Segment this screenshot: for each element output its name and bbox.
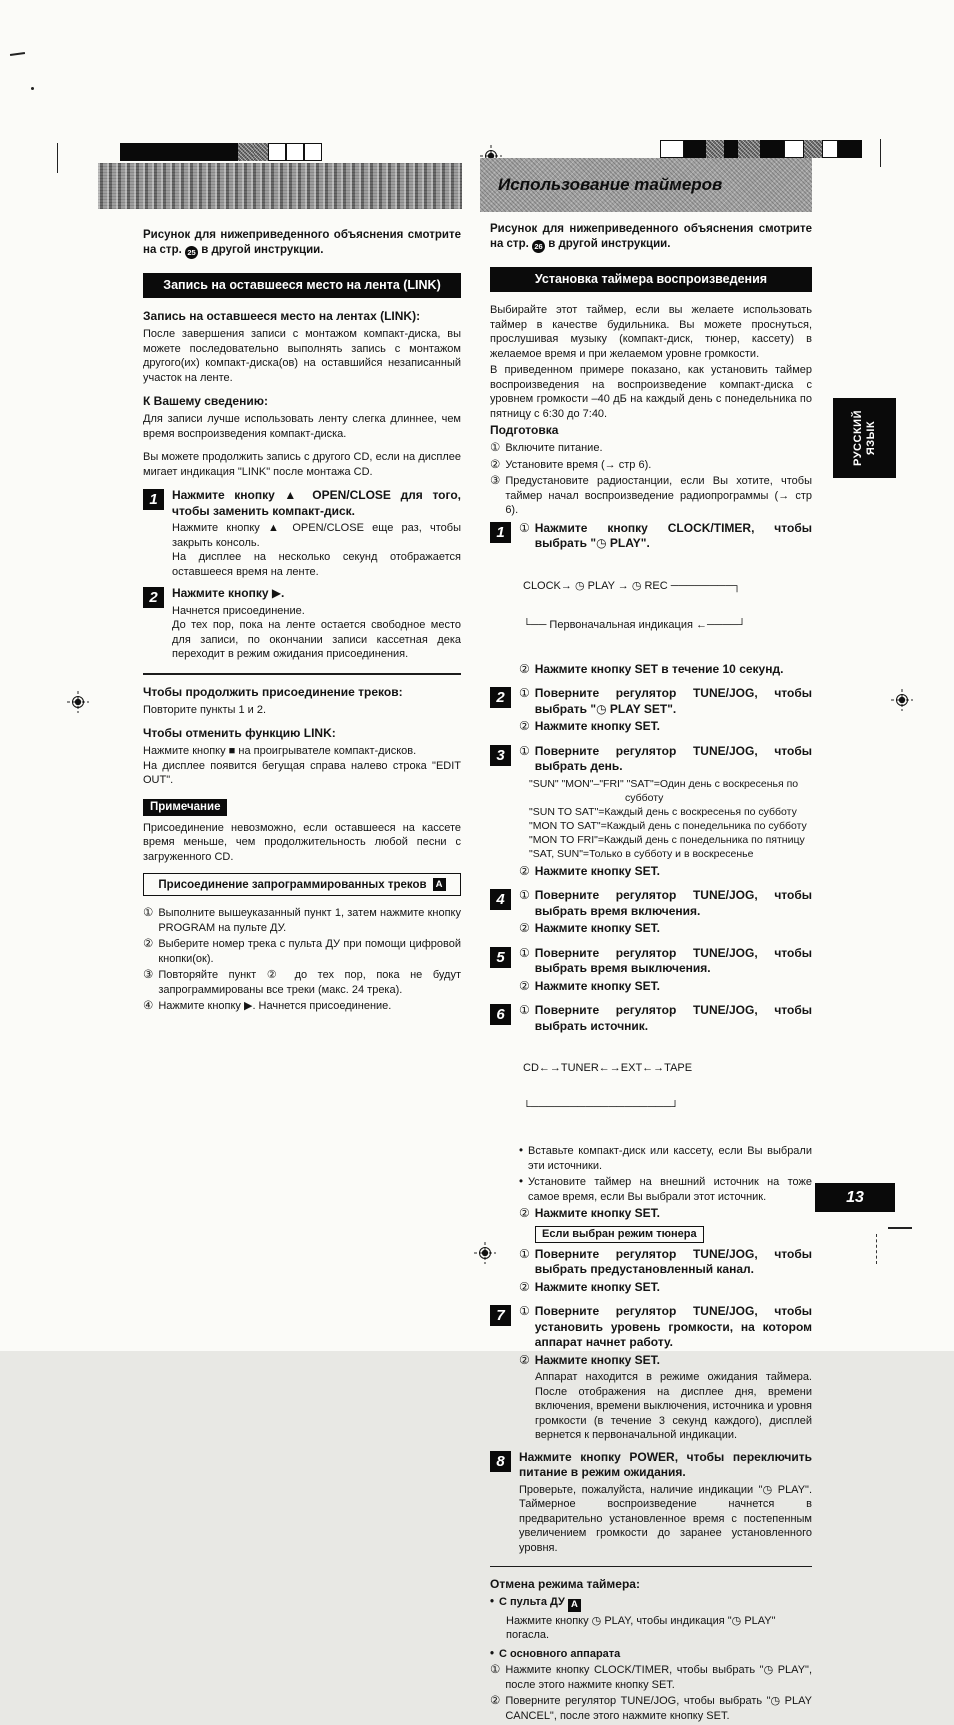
bar-segment — [238, 143, 254, 161]
bullet-marker: • — [519, 1176, 524, 1188]
item-text: Нажмите кнопку CLOCK/TIMER, чтобы выбрать "◷ PLAY", после этого нажмите кнопку SET. — [505, 1664, 812, 1691]
figure-a-badge: A — [568, 1599, 581, 1612]
prep-heading: Подготовка — [490, 423, 559, 437]
substep — [519, 888, 812, 919]
continue-heading: Чтобы продолжить присоединение треков: — [143, 684, 403, 699]
page-number: 13 — [815, 1183, 895, 1212]
label-text: С пульта ДУ — [499, 1596, 565, 1608]
day-option: "SUN TO SAT"=Каждый день с воскресенья по субботу — [529, 805, 797, 818]
substep-text: Поверните регулятор TUNE/JOG, чтобы выбрать "◷ PLAY SET". — [534, 686, 812, 716]
bar-segment — [822, 140, 838, 158]
chapter-banner — [480, 158, 812, 212]
substep-text: Нажмите кнопку SET. — [534, 719, 660, 733]
bar-segment — [304, 143, 322, 161]
diagram-line: CLOCK→ ◷ PLAY → ◷ REC ────────┐ — [523, 579, 741, 592]
substep-marker: ② — [519, 661, 530, 676]
cancel-main-label: С основного аппарата — [499, 1647, 621, 1660]
paragraph: В приведенном примере показано, как установить таймер воспроизведения на воспроизведение компакт-диска с уровнем громкости –40 дБ на каждый день с понедельника по пятницу с 6:30 до 7:40. — [490, 364, 812, 420]
scan-artifact-dashed-line — [876, 1234, 877, 1264]
step-number: 1 — [143, 489, 164, 510]
bullet-item — [519, 1175, 812, 1204]
language-line: РУССКИЙ — [851, 410, 864, 466]
left-column — [143, 228, 461, 1016]
step-title: Нажмите кнопку ▲ OPEN/CLOSE для того, чтобы заменить компакт-диск. — [172, 488, 461, 518]
bar-segment — [706, 140, 724, 158]
bullet-text: Установите таймер на внешний источник на тоже самое время, если Вы выбрали этот источник. — [528, 1176, 812, 1203]
diagram-line: └── Первоначальная индикация ←────┘ — [523, 618, 746, 631]
substep-text: Нажмите кнопку SET. — [534, 1279, 660, 1294]
step-content — [519, 1003, 812, 1297]
substep — [519, 1247, 812, 1278]
paragraph: Вы можете продолжить запись с другого CD, если на дисплее мигает индикация "LINK" после монтажа CD. — [143, 451, 461, 478]
substep-marker: ① — [519, 945, 530, 960]
substep-text: Поверните регулятор TUNE/JOG, чтобы выбрать источник. — [534, 1003, 812, 1033]
substep — [519, 1280, 812, 1296]
right-column — [490, 222, 812, 1725]
tuner-mode-box: Если выбран режим тюнера — [535, 1226, 704, 1243]
prep-step — [490, 458, 812, 473]
cancel-main-step — [490, 1663, 812, 1692]
cancel-remote-text: Нажмите кнопку ◷ PLAY, чтобы индикация "◷ PLAY" погасла. — [506, 1614, 776, 1642]
substep-marker: ② — [519, 978, 530, 993]
registration-mark-icon — [891, 689, 913, 711]
bullet-item — [519, 1144, 812, 1173]
item-text: Повторяйте пункт ② до тех пор, пока не будут запрограммированы все треки (макс. 24 трека). — [158, 969, 461, 996]
timer-step-6 — [490, 1003, 812, 1297]
item-marker: ④ — [143, 1000, 154, 1012]
paragraph: Нажмите кнопку ■ на проигрывателе компакт-дисков. — [143, 745, 417, 757]
substep-marker: ① — [519, 1246, 530, 1261]
paragraph: Выбирайте этот таймер, если вы желаете использовать таймер в качестве будильника. Вы можете проснуться, прослушивая музыку (компакт-диск, тюнер, кассету) в желаемое время и при желаемом уровне громкости. — [490, 304, 812, 360]
language-tab — [833, 398, 896, 478]
section-header-link: Запись на оставшееся место на лента (LINK) — [143, 273, 461, 298]
divider — [490, 1566, 812, 1567]
timer-step-3 — [490, 744, 812, 882]
substep — [519, 946, 812, 977]
bar-segment — [804, 140, 822, 158]
note-label: Примечание — [143, 799, 227, 816]
substep-text: Нажмите кнопку SET в течение 10 секунд. — [534, 661, 784, 676]
item-marker: ③ — [143, 969, 154, 981]
substep-marker: ② — [519, 1206, 530, 1220]
substep-marker: ① — [519, 520, 530, 535]
item-text: Предустановите радиостанции, если Вы хотите, чтобы таймер начал воспроизведение радиопрограммы (→ стр 6). — [505, 475, 812, 516]
cancel-main-step — [490, 1694, 812, 1723]
day-option: "SUN" "MON"–"FRI" "SAT"=Один день с воскресенья по субботу — [529, 777, 799, 804]
substep-marker: ① — [519, 1304, 530, 1318]
paragraph: После завершения записи с монтажом компакт-диска, вы можете последовательно выполнять запись с монтажом другого(их) компакт-диска(ов) на оставшийся незаписанный участок на ленте. — [143, 328, 461, 384]
figure-reference-text: в другой инструкции. — [548, 238, 671, 250]
timer-cancel-heading: Отмена режима таймера: — [490, 1577, 640, 1591]
item-marker: ② — [490, 1695, 501, 1708]
figure-reference — [143, 228, 461, 259]
bullet-marker: • — [519, 1145, 524, 1157]
crop-tick-right — [880, 139, 881, 167]
tuner-mode-block — [535, 1224, 812, 1247]
substep — [519, 719, 812, 735]
paragraph: Повторите пункты 1 и 2. — [143, 703, 267, 716]
paragraph: На дисплее появится бегущая справа налево строка "EDIT OUT". — [143, 759, 461, 786]
item-text: Выберите номер трека с пульта ДУ при помощи цифровой кнопки(ок). — [158, 938, 461, 965]
substep-marker: ② — [519, 719, 530, 733]
substep-marker: ① — [519, 1003, 530, 1017]
item-marker: ① — [490, 1664, 501, 1677]
substep-text: Поверните регулятор TUNE/JOG, чтобы выбрать день. — [534, 743, 812, 773]
substep-text: Поверните регулятор TUNE/JOG, чтобы выбрать время включения. — [534, 888, 812, 918]
substep — [519, 521, 812, 552]
day-option: "MON TO FRI"=Каждый день с понедельника по пятницу — [529, 833, 805, 846]
step-number: 4 — [490, 889, 511, 910]
step-content — [172, 488, 461, 579]
source-cycle-diagram — [523, 1036, 812, 1140]
language-line: ЯЗЫК — [864, 420, 877, 456]
scan-artifact-line — [888, 1227, 912, 1229]
substep — [519, 1206, 812, 1222]
step-number: 2 — [143, 587, 164, 608]
item-marker: ① — [490, 442, 501, 454]
crop-tick-left — [57, 143, 58, 173]
prep-step — [490, 474, 812, 518]
item-marker: ② — [143, 938, 154, 950]
figure-reference — [490, 222, 812, 253]
step-number: 3 — [490, 745, 511, 766]
item-marker: ① — [143, 907, 154, 919]
timer-step-5 — [490, 946, 812, 997]
scan-artifact-dash — [10, 52, 25, 56]
bar-segment — [286, 143, 304, 161]
substep — [519, 1353, 812, 1369]
mode-cycle-diagram — [523, 554, 812, 658]
step-content — [519, 946, 812, 997]
program-link-title: Присоединение запрограммированных треков — [158, 878, 427, 891]
bar-segment — [120, 143, 238, 161]
bar-segment — [760, 140, 784, 158]
step-number: 6 — [490, 1004, 511, 1025]
substep-text: Нажмите кнопку SET. — [534, 1352, 660, 1367]
program-link-box — [143, 873, 461, 896]
step-content — [519, 744, 812, 882]
step-title: Нажмите кнопку ▶. — [172, 586, 285, 600]
step-body: До тех пор, пока на ленте остается свободное место для записи, по окончании записи кассетная дека переходит в режим ожидания присоединения. — [172, 619, 461, 660]
step-content — [519, 1304, 812, 1443]
step-body: Начнется присоединение. — [172, 604, 305, 617]
note-text: Присоединение невозможно, если оставшееся на кассете время меньше, чем продолжительность любой песни с загруженного CD. — [143, 821, 461, 863]
bar-segment — [268, 143, 286, 161]
program-step — [143, 968, 461, 997]
timer-step-2 — [490, 686, 812, 737]
bar-segment — [784, 140, 804, 158]
figure-reference-text: в другой инструкции. — [201, 244, 324, 256]
paragraph: Для записи лучше использовать ленту слегка длиннее, чем время воспроизведения компакт-диска. — [143, 413, 461, 440]
step-number: 7 — [490, 1305, 511, 1326]
substep-marker: ① — [519, 686, 530, 700]
day-options — [529, 777, 812, 861]
step-content — [519, 888, 812, 939]
substep-text: Нажмите кнопку SET. — [534, 1206, 660, 1220]
substep — [519, 662, 812, 678]
program-step — [143, 906, 461, 935]
substep-text: Нажмите кнопку CLOCK/TIMER, чтобы выбрать "◷ PLAY". — [534, 520, 812, 550]
substep — [519, 921, 812, 937]
program-step — [143, 937, 461, 966]
section-header-timer: Установка таймера воспроизведения — [490, 267, 812, 292]
step-body: Нажмите кнопку ▲ OPEN/CLOSE еще раз, чтобы закрыть консоль. — [172, 522, 461, 549]
cancel-remote-label — [499, 1595, 581, 1612]
bullet-text: Вставьте компакт-диск или кассету, если Вы выбрали эти источники. — [528, 1145, 812, 1172]
item-text: Поверните регулятор TUNE/JOG, чтобы выбрать "◷ PLAY CANCEL", после этого нажмите кнопку SET. — [505, 1695, 812, 1722]
figure-strip — [98, 163, 462, 209]
substep-text: Нажмите кнопку SET. — [534, 978, 660, 993]
substep — [519, 686, 812, 717]
step-body: Проверьте, пожалуйста, наличие индикации "◷ PLAY". Таймерное воспроизведение начнется в предварительно установленное время с постепенным увеличением громкости до заранее установленного уровня. — [519, 1483, 812, 1554]
step-note: Аппарат находится в режиме ожидания таймера. После отображения на дисплее дня, времени включения, времени выключения, источника и уровня громкости (в течение 3 секунд каждого), дисплей вернется к первоначальной индикации. — [535, 1371, 812, 1441]
substep-marker: ① — [519, 743, 530, 758]
bar-segment — [738, 140, 760, 158]
step-1 — [143, 488, 461, 579]
day-option: "MON TO SAT"=Каждый день с понедельника по субботу — [529, 819, 807, 832]
figure-reference-text: Рисунок для нижеприведенного объяснения смотрите на стр. — [143, 229, 461, 256]
chapter-banner-title: Использование таймеров — [498, 175, 723, 194]
diagram-line: CD←→TUNER←→EXT←→TAPE — [523, 1062, 693, 1074]
step-title: Нажмите кнопку POWER, чтобы переключить питание в режим ожидания. — [519, 1449, 812, 1479]
item-text: Нажмите кнопку ▶. Начнется присоединение. — [158, 1000, 392, 1012]
step-content — [172, 586, 461, 662]
substep-text: Нажмите кнопку SET. — [534, 921, 660, 935]
bullet-marker: • — [490, 1647, 495, 1660]
cancel-remote-item — [490, 1595, 812, 1612]
bar-segment — [684, 140, 706, 158]
prep-step — [490, 441, 812, 456]
substep — [519, 864, 812, 880]
page-ref-badge: 25 — [185, 246, 198, 259]
info-heading: К Вашему сведению: — [143, 394, 268, 408]
step-number: 1 — [490, 522, 511, 543]
timer-step-7 — [490, 1304, 812, 1443]
bar-segment — [660, 140, 684, 158]
substep-marker: ② — [519, 1352, 530, 1367]
cancel-main-item — [490, 1647, 812, 1662]
substep-marker: ② — [519, 921, 530, 935]
step-number: 2 — [490, 687, 511, 708]
print-ref-bar-right — [660, 140, 862, 158]
bar-segment — [724, 140, 738, 158]
timer-step-8 — [490, 1450, 812, 1556]
step-content — [519, 521, 812, 680]
page-ref-badge: 26 — [532, 240, 545, 253]
diagram-line: └──────────────────┘ — [523, 1101, 679, 1113]
substep — [519, 979, 812, 995]
timer-step-1 — [490, 521, 812, 680]
bar-segment — [254, 143, 268, 161]
substep — [519, 744, 812, 775]
bar-segment — [838, 140, 862, 158]
substep-marker: ② — [519, 863, 530, 878]
step-content — [519, 686, 812, 737]
print-ref-bar-left — [120, 143, 322, 161]
step-number: 8 — [490, 1451, 511, 1472]
figure-a-badge: A — [433, 878, 446, 891]
substep-text: Нажмите кнопку SET. — [534, 863, 660, 878]
item-marker: ③ — [490, 475, 501, 487]
substep-text: Поверните регулятор TUNE/JOG, чтобы выбрать время выключения. — [534, 945, 812, 975]
step-2 — [143, 586, 461, 662]
substep — [519, 1003, 812, 1034]
substep-text: Поверните регулятор TUNE/JOG, чтобы установить уровень громкости, на котором аппарат начнет работу. — [534, 1304, 812, 1349]
figure-reference-text: Рисунок для нижеприведенного объяснения смотрите на стр. — [490, 223, 812, 250]
divider — [143, 673, 461, 675]
step-body: На дисплее на несколько секунд отображается оставшееся время на ленте. — [172, 551, 461, 578]
bullet-marker: • — [490, 1596, 495, 1608]
substep-text: Поверните регулятор TUNE/JOG, чтобы выбрать предустановленный канал. — [534, 1246, 812, 1276]
item-text: Установите время (→ стр 6). — [505, 458, 652, 471]
language-tab-text — [851, 410, 877, 466]
day-option: "SAT, SUN"=Только в субботу и в воскресенье — [529, 847, 754, 860]
registration-mark-icon — [67, 691, 89, 713]
subheading-link: Запись на оставшееся место на лентах (LINK): — [143, 309, 421, 323]
scan-artifact-dot — [31, 87, 34, 90]
substep-marker: ② — [519, 1279, 530, 1294]
step-content — [519, 1450, 812, 1556]
step-number: 5 — [490, 947, 511, 968]
substep — [519, 1304, 812, 1351]
item-text: Включите питание. — [505, 442, 603, 454]
program-step — [143, 999, 461, 1014]
item-text: Выполните вышеуказанный пункт 1, затем нажмите кнопку PROGRAM на пульте ДУ. — [158, 907, 461, 934]
substep-marker: ① — [519, 888, 530, 902]
timer-step-4 — [490, 888, 812, 939]
item-marker: ② — [490, 458, 501, 471]
cancel-link-heading: Чтобы отменить функцию LINK: — [143, 726, 336, 740]
